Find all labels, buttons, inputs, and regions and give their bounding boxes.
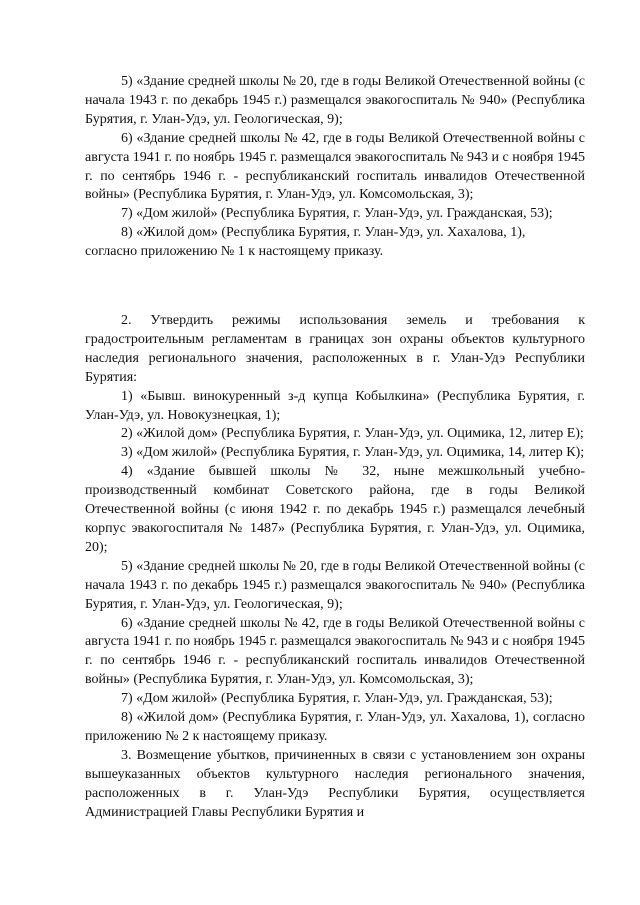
list-item-8: 8) «Жилой дом» (Республика Бурятия, г. Улан-Удэ, ул. Хахалова, 1), согласно приложению № 2 к настоящему приказу. [85, 710, 585, 744]
list-item-7: 7) «Дом жилой» (Республика Бурятия, г. Улан-Удэ, ул. Гражданская, 53); [121, 691, 553, 707]
list-item-6: 6) «Здание средней школы № 42, где в годы Великой Отечественной войны с августа 1941 г. по ноябрь 1945 г. размещался эвакогоспиталь № 943 и с ноября 1945 г. по сентябрь 1946 г. - республиканский госпиталь инвалидов Отечественной войны» (Республика Бурятия, г. Улан-Удэ, ул. Комсомольская, 3); [85, 130, 585, 203]
list-item-5: 5) «Здание средней школы № 20, где в годы Великой Отечественной войны (с начала 1943 г. по декабрь 1945 г.) размещался эвакогоспиталь № 940» (Республика Бурятия, г. Улан-Удэ, ул. Геологическая, 9); [85, 74, 585, 127]
list-item-2: 2) «Жилой дом» (Республика Бурятия, г. Улан-Удэ, ул. Оцимика, 12, литер Е); [121, 426, 584, 442]
list-item-5: 5) «Здание средней школы № 20, где в годы Великой Отечественной войны (с начала 1943 г. по декабрь 1945 г.) размещался эвакогоспиталь № 940» (Республика Бурятия, г. Улан-Удэ, ул. Геологическая, 9); [85, 558, 585, 612]
list-item-6: 6) «Здание средней школы № 42, где в годы Великой Отечественной войны с августа 1941 г. по ноябрь 1945 г. размещался эвакогоспиталь № 943 и с ноября 1945 г. по сентябрь 1946 г. - республиканский госпиталь инвалидов Отечественной войны» (Республика Бурятия, г. Улан-Удэ, ул. Комсомольская, 3); [85, 615, 585, 688]
section-2-heading-paragraph: 2. Утвердить режимы использования земель и требования к градостроительным регламентам в границах зон охраны объектов культурного наследия регионального значения, расположенных в г. Улан-Удэ Республики Бурятия: [85, 313, 585, 385]
list-item-7: 7) «Дом жилой» (Республика Бурятия, г. Улан-Удэ, ул. Гражданская, 53); [121, 206, 553, 222]
section-2-block [85, 312, 585, 822]
section-3-paragraph: 3. Возмещение убытков, причиненных в связи с установлением зон охраны вышеуказанных объектов культурного наследия регионального значения, расположенных в г. Улан-Удэ Республики Бурятия, осуществляется Администрацией Главы Республики Бурятия и [85, 747, 585, 820]
continued-list-block [85, 73, 585, 262]
list-item-3: 3) «Дом жилой» (Республика Бурятия, г. Улан-Удэ, ул. Оцимика, 14, литер К); [121, 445, 585, 461]
list-item-1: 1) «Бывш. винокуренный з-д купца Кобылкина» (Республика Бурятия, г. Улан-Удэ, ул. Новокузнецкая, 1); [85, 388, 585, 423]
list-item-8: 8) «Жилой дом» (Республика Бурятия, г. Улан-Удэ, ул. Хахалова, 1), [121, 225, 526, 241]
list-item-4: 4) «Здание бывшей школы № 32, ныне межшкольный учебно-производственный комбинат Советского района, где в годы Великой Отечественной войны (с июня 1942 г. по декабрь 1945 г.) размещался лечебный корпус эвакогоспиталя № 1487» (Республика Бурятия, г. Улан-Удэ, ул. Оцимика, 20); [85, 464, 585, 555]
appendix-reference: согласно приложению № 1 к настоящему приказу. [85, 244, 384, 260]
